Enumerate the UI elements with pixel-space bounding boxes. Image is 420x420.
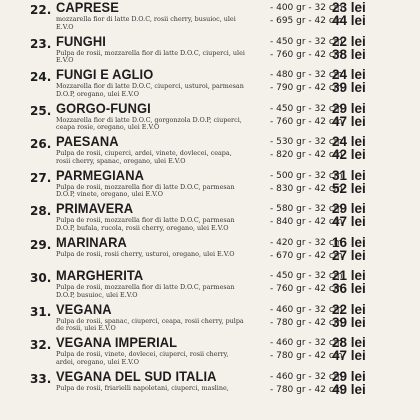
item-number: 24. xyxy=(30,70,52,84)
price-small xyxy=(270,201,420,215)
menu-item xyxy=(0,131,420,165)
price-large-value: 42 lei xyxy=(332,147,366,162)
item-number: 32. xyxy=(30,338,52,352)
price-small-value: 16 lei xyxy=(332,234,366,250)
size-small: - 450 gr - 32 cm xyxy=(270,36,343,47)
price-large-value: 47 lei xyxy=(332,214,366,229)
item-number: 23. xyxy=(30,36,52,51)
price-small xyxy=(270,134,420,148)
price-large xyxy=(270,181,420,195)
item-description: Pulpa de rosii, rosii cherry, usturoi, oregano, ulei E.V.O xyxy=(56,249,235,258)
size-large: - 780 gr - 42 cm xyxy=(270,384,343,395)
price-small-value: 23 lei xyxy=(332,0,366,15)
price-large xyxy=(270,114,420,128)
size-small: - 500 gr - 32 cm xyxy=(270,170,343,181)
price-large xyxy=(270,382,420,396)
price-large-value: 39 lei xyxy=(332,314,366,330)
item-number: 25. xyxy=(30,103,52,118)
price-large xyxy=(270,13,420,27)
item-name: VEGANA DEL SUD ITALIA xyxy=(56,367,217,384)
price-large xyxy=(270,248,420,262)
item-number: 31. xyxy=(30,304,52,319)
price-large xyxy=(270,147,420,161)
item-number: 30. xyxy=(30,271,52,285)
price-small xyxy=(270,235,420,249)
price-large-value: 47 lei xyxy=(332,113,366,129)
price-small-value: 22 lei xyxy=(332,33,366,49)
size-small: - 480 gr - 32 cm xyxy=(270,70,343,80)
price-small-value: 21 lei xyxy=(332,268,366,283)
size-small: - 460 gr - 32 cm xyxy=(270,338,343,348)
menu-item xyxy=(0,98,420,132)
size-large: - 840 gr - 42 cm xyxy=(270,217,343,227)
item-number: 27. xyxy=(30,170,52,185)
item-name: VEGANA xyxy=(56,300,112,317)
size-large: - 670 gr - 42 cm xyxy=(270,250,343,261)
price-small-value: 24 lei xyxy=(332,134,366,149)
item-name: PAESANA xyxy=(56,133,119,149)
size-small: - 420 gr - 32 cm xyxy=(270,237,343,248)
price-small xyxy=(270,369,420,383)
price-small xyxy=(270,34,420,48)
menu-item xyxy=(0,198,420,232)
size-large: - 780 gr - 42 cm xyxy=(270,317,343,328)
price-large-value: 44 lei xyxy=(332,13,366,28)
menu-item xyxy=(0,332,420,366)
price-large-value: 47 lei xyxy=(332,348,366,363)
price-small-value: 29 lei xyxy=(332,368,366,384)
item-name: GORGO-FUNGI xyxy=(56,99,151,116)
price-large xyxy=(270,315,420,329)
menu-item xyxy=(0,265,420,299)
price-large xyxy=(270,214,420,228)
price-large xyxy=(270,80,420,94)
item-name: PARMEGIANA xyxy=(56,166,144,183)
item-description: Pulpa de rosii, mozzarella fior di latte D.O.C, parmesan D.O.P, vinete, oregano, ulei E.V.O xyxy=(56,182,235,199)
size-small: - 580 gr - 32 cm xyxy=(270,204,343,214)
item-description: Pulpa de rosii, ciuperci, ardei, vinete, dovlecei, ceapa, rosii cherry, spanac, oregano, ulei E.V.O xyxy=(56,149,232,165)
size-large: - 695 gr - 42 cm xyxy=(270,16,343,26)
size-small: - 460 gr - 32 cm xyxy=(270,304,343,315)
item-description: Pulpa de rosii, friarielli napoletani, ciuperci, masline, xyxy=(56,383,229,392)
size-small: - 400 gr - 32 cm xyxy=(270,3,343,13)
size-small: - 450 gr - 32 cm xyxy=(270,271,343,281)
price-large-value: 36 lei xyxy=(332,281,366,296)
price-small-value: 24 lei xyxy=(332,67,366,82)
price-large xyxy=(270,348,420,362)
price-large xyxy=(270,281,420,295)
item-description: Pulpa de rosii, mozzarella fior di latte D.O.C, parmesan D.O.P, busuioc, ulei E.V.O xyxy=(56,283,235,299)
price-small xyxy=(270,268,420,282)
menu-item xyxy=(0,232,420,266)
item-name: VEGANA IMPERIAL xyxy=(56,334,178,350)
price-small-value: 29 lei xyxy=(332,100,366,116)
menu-item xyxy=(0,31,420,65)
price-small-value: 28 lei xyxy=(332,335,366,350)
price-small-value: 29 lei xyxy=(332,201,366,216)
item-number: 33. xyxy=(30,371,52,386)
item-description: Mozzarella fior di latte D.O.C, ciuperci, usturoi, parmesan D.O.P, oregano, ulei E.V.O xyxy=(56,82,244,98)
size-large: - 780 gr - 42 cm xyxy=(270,351,343,361)
item-name: CAPRESE xyxy=(56,0,119,15)
item-number: 29. xyxy=(30,237,52,252)
item-name: PRIMAVERA xyxy=(56,200,134,216)
size-large: - 760 gr - 42 cm xyxy=(270,284,343,294)
price-small-value: 22 lei xyxy=(332,301,366,317)
price-small xyxy=(270,302,420,316)
item-name: MARINARA xyxy=(56,233,127,250)
item-description: mozzarella fior di latte D.O.C, rosii cherry, busuioc, ulei E.V.O xyxy=(56,15,236,31)
menu-item xyxy=(0,366,420,400)
price-large xyxy=(270,47,420,61)
size-small: - 460 gr - 32 cm xyxy=(270,371,343,382)
size-large: - 760 gr - 42 cm xyxy=(270,116,343,127)
item-name: FUNGI E AGLIO xyxy=(56,66,154,82)
size-large: - 760 gr - 42 cm xyxy=(270,49,343,60)
menu-item xyxy=(0,0,420,31)
size-small: - 450 gr - 32 cm xyxy=(270,103,343,114)
item-description: Pulpa de rosii, mozzarella fior di latte D.O.C, parmesan D.O.P, bufala, rucola, rosii cherry, oregano, ulei E.V.O xyxy=(56,216,235,232)
size-large: - 820 gr - 42 cm xyxy=(270,150,343,160)
item-number: 28. xyxy=(30,204,52,218)
price-small xyxy=(270,67,420,81)
item-name: FUNGHI xyxy=(56,32,106,49)
item-number: 26. xyxy=(30,137,52,151)
item-description: Pulpa de rosii, vinete, dovlecei, ciuperci, rosii cherry, ardei, oregano, ulei E.V.O xyxy=(56,350,229,366)
price-small-value: 31 lei xyxy=(332,167,366,183)
price-large-value: 52 lei xyxy=(332,180,366,196)
price-small xyxy=(270,168,420,182)
item-number: 22. xyxy=(30,3,52,17)
menu-item xyxy=(0,299,420,333)
item-description: Pulpa de rosii, mozzarella fior di latte D.O.C, ciuperci, ulei E.V.O xyxy=(56,48,245,65)
size-large: - 830 gr - 42 cm xyxy=(270,183,343,194)
menu-item xyxy=(0,64,420,98)
price-large-value: 49 lei xyxy=(332,381,366,397)
item-description: Mozzarella fior di latte D.O.C, gorgonzola D.O.P, ciuperci, ceapa rosie, oregano, ulei E.V.O xyxy=(56,115,242,132)
price-large-value: 39 lei xyxy=(332,80,366,95)
item-description: Pulpa de rosii, spanac, ciuperci, ceapa, rosii cherry, pulpa de rosii, ulei E.V.O xyxy=(56,316,244,333)
size-small: - 530 gr - 32 cm xyxy=(270,137,343,147)
price-large-value: 27 lei xyxy=(332,247,366,263)
price-large-value: 38 lei xyxy=(332,46,366,62)
menu-item xyxy=(0,165,420,199)
item-name: MARGHERITA xyxy=(56,267,144,283)
size-large: - 790 gr - 42 cm xyxy=(270,83,343,93)
price-small xyxy=(270,335,420,349)
price-small xyxy=(270,0,420,14)
price-small xyxy=(270,101,420,115)
